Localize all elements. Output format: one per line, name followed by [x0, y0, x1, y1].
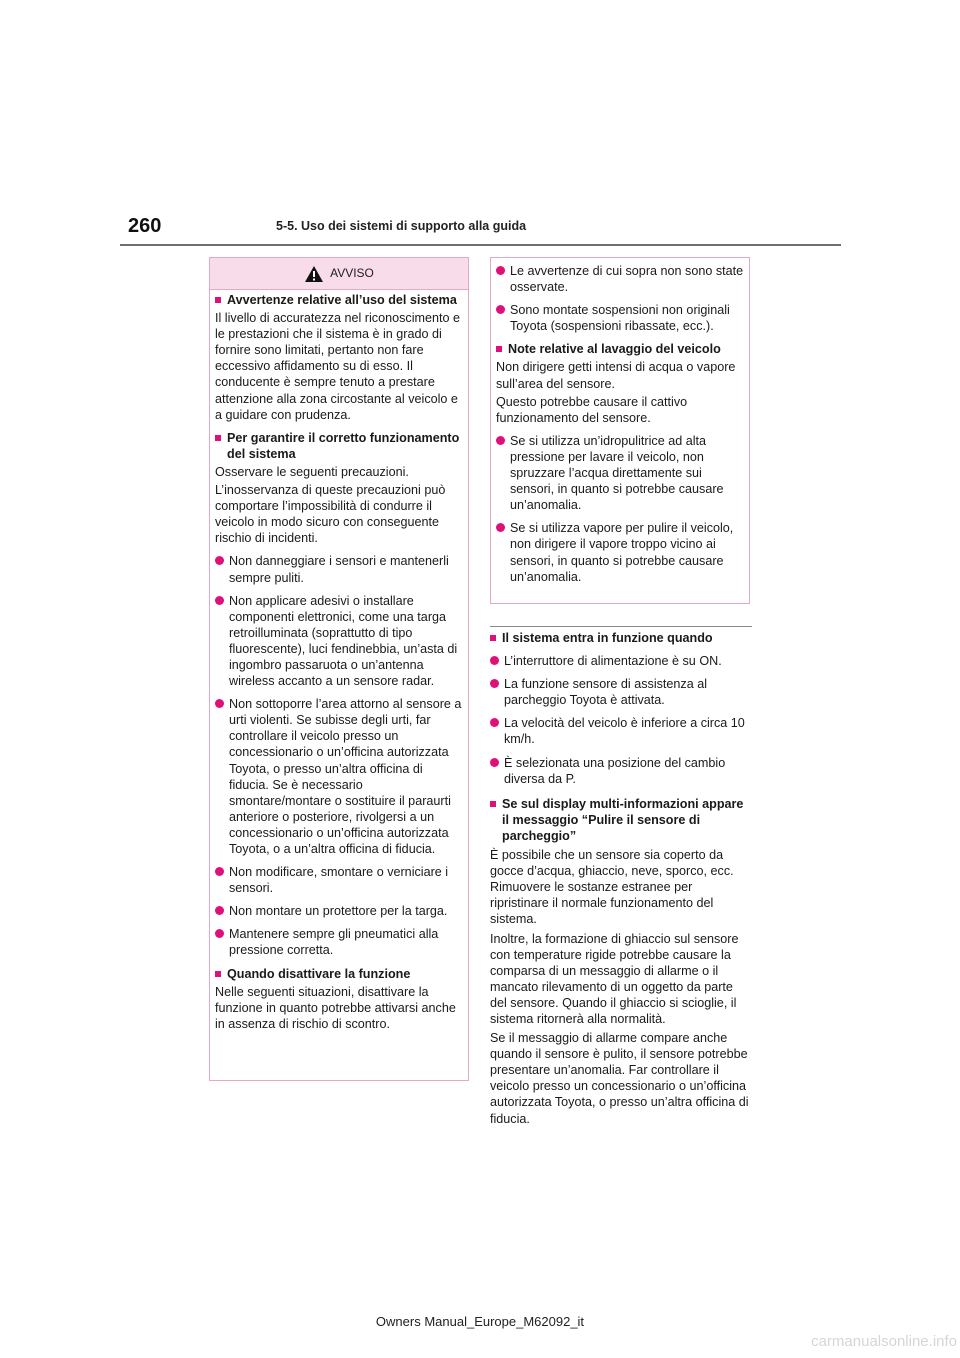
list-item: Non danneggiare i sensori e mantenerli sempre puliti. [215, 553, 464, 585]
square-bullet-icon [496, 346, 502, 352]
square-bullet-icon [215, 971, 221, 977]
warning-triangle-icon [304, 265, 324, 283]
section-heading: Quando disattivare la funzione [215, 966, 464, 982]
warning-box-left [209, 257, 469, 1081]
list-item: Non montare un protettore per la targa. [215, 903, 464, 919]
paragraph: Questo potrebbe causare il cattivo funzionamento del sensore. [496, 394, 688, 425]
section-heading: Per garantire il corretto funzionamento del sistema [215, 430, 464, 462]
paragraph: Non dirigere getti intensi di acqua o vapore sull’area del sensore. [496, 360, 736, 391]
warning-box-right [490, 257, 750, 604]
list-item: Non modificare, smontare o verniciare i sensori. [215, 864, 464, 896]
paragraph: Osservare le seguenti precauzioni. [215, 464, 409, 479]
list-item: Mantenere sempre gli pneumatici alla pressione corretta. [215, 926, 464, 958]
bullet-dot-icon [215, 699, 224, 708]
paragraph: L’inosservanza di queste precauzioni può comportare l’impossibilità di condurre il veicolo in modo sicuro con conseguente rischio di incidenti. [215, 483, 446, 546]
paragraph: È possibile che un sensore sia coperto da gocce d’acqua, ghiaccio, neve, sporco, ecc. Rimuovere le sostanze estranee per ripristinare il normale funzionamento del sistema. [490, 848, 734, 927]
list-item: Non applicare adesivi o installare componenti elettronici, come una targa retroilluminata (soprattutto di tipo fluorescente), luci fendinebbia, un’asta di ingombro passaruota o un’antenna wireless accanto a un sensore radar. [215, 593, 464, 690]
bullet-dot-icon [490, 656, 499, 665]
section-divider [490, 626, 752, 627]
bullet-dot-icon [215, 596, 224, 605]
bullet-dot-icon [490, 718, 499, 727]
list-item: Se si utilizza un’idropulitrice ad alta pressione per lavare il veicolo, non spruzzare l’acqua direttamente sui sensori, in quanto si potrebbe causare un’anomalia. [496, 433, 745, 513]
list-item: Se si utilizza vapore per pulire il veicolo, non dirigere il vapore troppo vicino ai sensori, in quanto si potrebbe causare un’anomalia. [496, 520, 745, 584]
list-item: Sono montate sospensioni non originali Toyota (sospensioni ribassate, ecc.). [496, 302, 745, 334]
section-heading: Avvertenze relative all’uso del sistema [215, 292, 464, 308]
paragraph: Se il messaggio di allarme compare anche quando il sensore è pulito, il sensore potrebbe presentare un’anomalia. Far controllare il veicolo presso un concessionario o un’officina autorizzata Toyota, o presso un’altra officina di fiducia. [490, 1031, 749, 1126]
list-item: È selezionata una posizione del cambio diversa da P. [490, 755, 752, 787]
bullet-dot-icon [490, 758, 499, 767]
bullet-dot-icon [496, 436, 505, 445]
bullet-dot-icon [215, 906, 224, 915]
bullet-dot-icon [496, 305, 505, 314]
bullet-dot-icon [490, 679, 499, 688]
paragraph: Nelle seguenti situazioni, disattivare la funzione in quanto potrebbe attivarsi anche in assenza di rischio di scontro. [215, 984, 456, 1031]
square-bullet-icon [215, 297, 221, 303]
footer-text: Owners Manual_Europe_M62092_it [375, 1314, 585, 1329]
square-bullet-icon [490, 635, 496, 641]
warning-header [210, 258, 468, 290]
section-heading: Note relative al lavaggio del veicolo [496, 341, 745, 357]
section-heading: Il sistema entra in funzione quando [490, 630, 752, 646]
square-bullet-icon [215, 435, 221, 441]
bullet-dot-icon [496, 266, 505, 275]
section-heading: Se sul display multi-informazioni appare il messaggio “Pulire il sensore di parcheggio” [490, 796, 752, 844]
paragraph: Inoltre, la formazione di ghiaccio sul sensore con temperature rigide potrebbe causare la comparsa di un messaggio di allarme o il mancato rilevamento di un oggetto da parte del sensore. Quando il ghiaccio si scioglie, il sistema ritornerà alla normalità. [490, 931, 739, 1026]
paragraph: Il livello di accuratezza nel riconoscimento e le prestazioni che il sistema è in grado di fornire sono limitati, pertanto non fare eccessivo affidamento su di esso. Il conducente è sempre tenuto a prestare attenzione alla zona circostante al veicolo e a guidare con prudenza. [215, 311, 460, 422]
header-divider [120, 244, 841, 246]
watermark: carmanualsonline.info [811, 1333, 957, 1350]
right-column [490, 626, 752, 1127]
page-number: 260 [128, 215, 162, 237]
list-item: L’interruttore di alimentazione è su ON. [490, 653, 752, 669]
list-item: Le avvertenze di cui sopra non sono state osservate. [496, 263, 745, 295]
bullet-dot-icon [215, 556, 224, 565]
bullet-dot-icon [215, 929, 224, 938]
list-item: La funzione sensore di assistenza al parcheggio Toyota è attivata. [490, 676, 752, 708]
warning-label: AVVISO [330, 266, 374, 281]
list-item: La velocità del veicolo è inferiore a circa 10 km/h. [490, 715, 752, 747]
list-item: Non sottoporre l’area attorno al sensore a urti violenti. Se subisse degli urti, far controllare il veicolo presso un concessionario o un’officina autorizzata Toyota, o presso un’altra officina di fiducia. Se è necessario smontare/montare o sostituire il paraurti anteriore o posteriore, rivolgersi a un concessionario o un’officina autorizzata Toyota, o a un’altra officina di fiducia. [215, 696, 464, 857]
bullet-dot-icon [496, 523, 505, 532]
square-bullet-icon [490, 801, 496, 807]
bullet-dot-icon [215, 867, 224, 876]
section-title: 5-5. Uso dei sistemi di supporto alla guida [276, 219, 527, 233]
